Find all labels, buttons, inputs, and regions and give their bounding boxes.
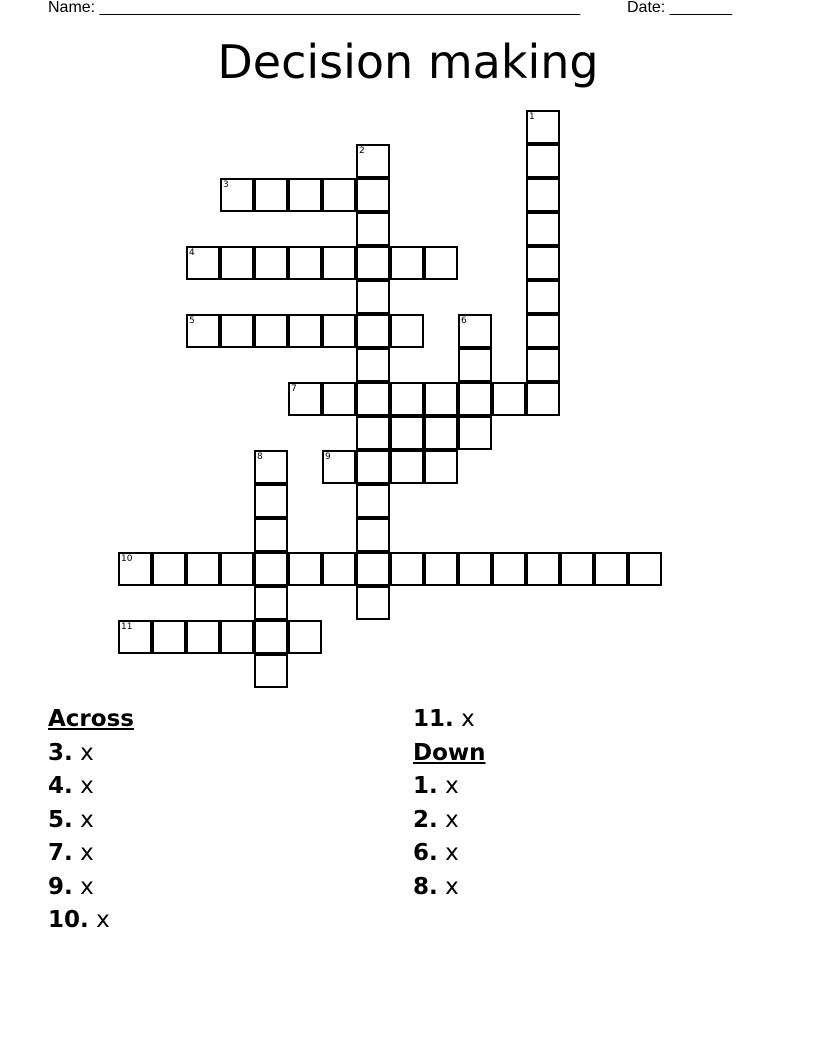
clue-number: 10 — [121, 554, 133, 564]
clue-number: 8 — [257, 452, 263, 462]
grid-cell[interactable] — [526, 110, 560, 144]
grid-cell[interactable] — [526, 212, 560, 246]
grid-cell[interactable] — [356, 314, 390, 348]
name-field-line: Name: ______________________________________________________ — [48, 0, 581, 16]
clue-across-4: 4. x — [48, 773, 94, 799]
grid-cell[interactable] — [254, 552, 288, 586]
grid-cell[interactable] — [220, 620, 254, 654]
grid-cell[interactable] — [356, 246, 390, 280]
clue-number: 1 — [529, 112, 535, 122]
grid-cell[interactable] — [424, 416, 458, 450]
grid-cell[interactable] — [322, 246, 356, 280]
clue-number: 4 — [189, 248, 195, 258]
clue-number: 6 — [461, 316, 467, 326]
grid-cell[interactable] — [526, 348, 560, 382]
clue-across-5: 5. x — [48, 806, 94, 833]
grid-cell[interactable] — [526, 314, 560, 348]
grid-cell[interactable] — [322, 314, 356, 348]
grid-cell[interactable] — [254, 654, 288, 688]
grid-cell[interactable] — [424, 382, 458, 416]
grid-cell[interactable] — [390, 314, 424, 348]
puzzle-title: Decision making — [217, 35, 599, 89]
clue-across-10: 10. x — [48, 907, 110, 933]
grid-cell[interactable] — [322, 450, 356, 484]
grid-cell[interactable] — [288, 246, 322, 280]
clue-number: 11 — [121, 622, 133, 632]
grid-cell[interactable] — [356, 178, 390, 212]
clue-across-7: 7. x — [48, 840, 94, 866]
grid-cell[interactable] — [526, 280, 560, 314]
grid-cell[interactable] — [118, 620, 152, 654]
clue-number: 2 — [359, 146, 365, 156]
grid-cell[interactable] — [356, 280, 390, 314]
grid-cell[interactable] — [288, 552, 322, 586]
grid-cell[interactable] — [526, 382, 560, 416]
grid-cell[interactable] — [220, 246, 254, 280]
grid-cell[interactable] — [356, 416, 390, 450]
grid-cell[interactable] — [288, 620, 322, 654]
grid-cell[interactable] — [254, 518, 288, 552]
grid-cell[interactable] — [492, 382, 526, 416]
grid-cell[interactable] — [526, 552, 560, 586]
grid-cell[interactable] — [390, 450, 424, 484]
grid-cell[interactable] — [288, 178, 322, 212]
clue-number: 9 — [325, 452, 331, 462]
grid-cell[interactable] — [288, 382, 322, 416]
grid-cell[interactable] — [186, 552, 220, 586]
grid-cell[interactable] — [458, 348, 492, 382]
grid-cell[interactable] — [186, 620, 220, 654]
grid-cell[interactable] — [424, 450, 458, 484]
grid-cell[interactable] — [356, 518, 390, 552]
grid-cell[interactable] — [186, 246, 220, 280]
clue-down-2: 2. x — [413, 806, 459, 833]
date-field-line: Date: _______ — [627, 0, 732, 16]
grid-cell[interactable] — [458, 552, 492, 586]
clue-down-6: 6. x — [413, 840, 459, 866]
grid-cell[interactable] — [356, 348, 390, 382]
grid-cell[interactable] — [254, 484, 288, 518]
grid-cell[interactable] — [152, 552, 186, 586]
grid-cell[interactable] — [526, 246, 560, 280]
grid-cell[interactable] — [254, 586, 288, 620]
grid-cell[interactable] — [628, 552, 662, 586]
grid-cell[interactable] — [594, 552, 628, 586]
grid-cell[interactable] — [356, 212, 390, 246]
grid-cell[interactable] — [356, 586, 390, 620]
clue-number: 5 — [189, 316, 195, 326]
clues-column-right — [413, 703, 486, 904]
grid-cell[interactable] — [526, 144, 560, 178]
grid-cell[interactable] — [356, 144, 390, 178]
grid-cell[interactable] — [356, 552, 390, 586]
grid-cell[interactable] — [322, 382, 356, 416]
across-heading: Across — [48, 706, 134, 732]
clue-across-3: 3. x — [48, 739, 94, 766]
grid-cell[interactable] — [186, 314, 220, 348]
grid-cell[interactable] — [322, 552, 356, 586]
grid-cell[interactable] — [322, 178, 356, 212]
grid-cell[interactable] — [152, 620, 186, 654]
grid-cell[interactable] — [390, 246, 424, 280]
grid-cell[interactable] — [288, 314, 322, 348]
grid-cell[interactable] — [458, 314, 492, 348]
grid-cell[interactable] — [458, 382, 492, 416]
grid-cell[interactable] — [424, 246, 458, 280]
grid-cell[interactable] — [356, 450, 390, 484]
clue-down-8: 8. x — [413, 873, 459, 900]
clues-column-left — [48, 703, 134, 938]
grid-cell[interactable] — [254, 246, 288, 280]
grid-cell[interactable] — [356, 484, 390, 518]
grid-cell[interactable] — [390, 382, 424, 416]
grid-cell[interactable] — [458, 416, 492, 450]
clue-across-9: 9. x — [48, 873, 94, 900]
clue-number: 3 — [223, 180, 229, 190]
grid-cell[interactable] — [254, 178, 288, 212]
grid-cell[interactable] — [390, 416, 424, 450]
down-heading: Down — [413, 739, 486, 766]
grid-cell[interactable] — [254, 620, 288, 654]
grid-cell[interactable] — [424, 552, 458, 586]
grid-cell[interactable] — [492, 552, 526, 586]
grid-cell[interactable] — [526, 178, 560, 212]
grid-cell[interactable] — [390, 552, 424, 586]
clue-number: 7 — [291, 384, 297, 394]
clue-across-11: 11. x — [413, 706, 475, 732]
grid-cell[interactable] — [118, 552, 152, 586]
grid-cell[interactable] — [254, 450, 288, 484]
grid-cell[interactable] — [560, 552, 594, 586]
grid-cell[interactable] — [220, 178, 254, 212]
grid-cell[interactable] — [356, 382, 390, 416]
clue-down-1: 1. x — [413, 773, 459, 799]
grid-cell[interactable] — [220, 552, 254, 586]
grid-cell[interactable] — [254, 314, 288, 348]
grid-cell[interactable] — [220, 314, 254, 348]
